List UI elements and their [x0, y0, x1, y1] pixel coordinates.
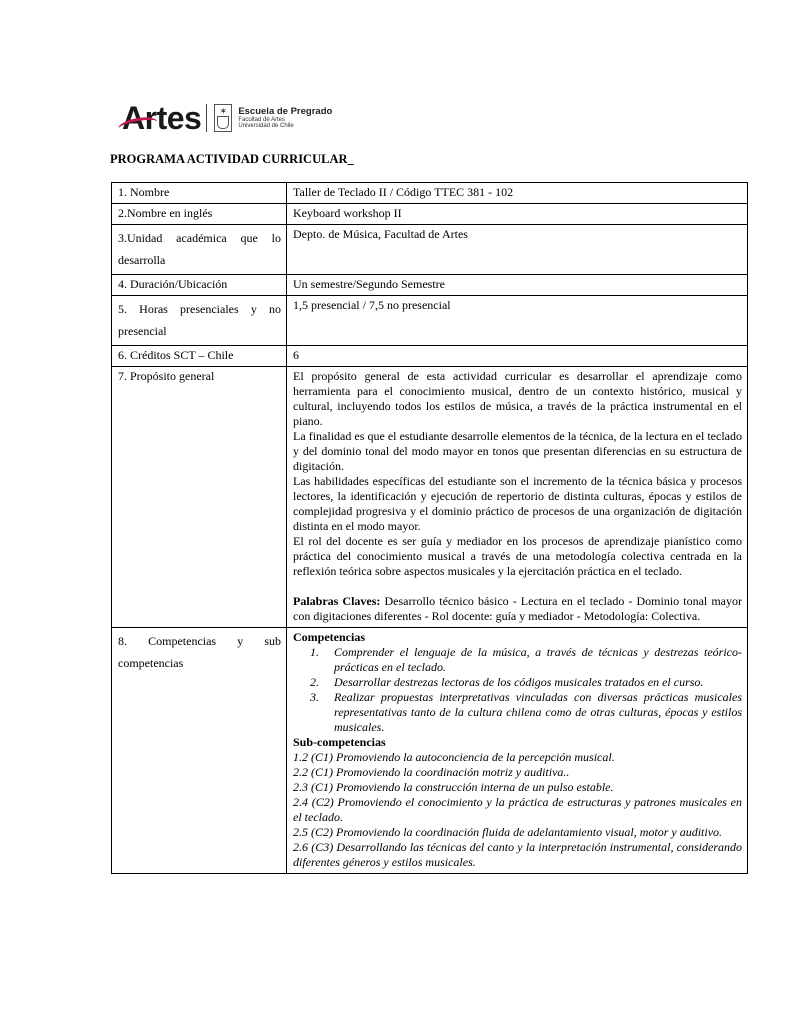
row-label-line: 8. Competencias y sub [118, 634, 281, 648]
table-row [112, 204, 748, 225]
competency-item: 1. Comprender el lenguaje de la música, a través de técnicas y destrezas teórico-prácticas en el teclado. [322, 645, 742, 675]
row-label: 4. Duración/Ubicación [112, 275, 287, 296]
logo-word-text: Artes [122, 99, 202, 136]
row-label [112, 225, 287, 275]
sub-competency-item: 2.5 (C2) Promoviendo la coordinación fluida de adelantamiento visual, motor y auditivo. [293, 825, 723, 839]
row-label: 2.Nombre en inglés [112, 204, 287, 225]
row-value: Un semestre/Segundo Semestre [287, 275, 748, 296]
table-row [112, 183, 748, 204]
keywords-label: Palabras Claves: [293, 594, 381, 608]
keywords-paragraph [293, 594, 742, 624]
purpose-paragraph: La finalidad es que el estudiante desarrolle elementos de la técnica, de la lectura en el teclado y del dominio tonal del modo mayor en tonos que presentan diferencias en su estructura de digitación. [293, 429, 742, 473]
row-label-line: 3.Unidad académica que lo [118, 231, 281, 245]
competency-item: 2. Desarrollar destrezas lectoras de los códigos musicales tratados en el curso. [322, 675, 742, 690]
logo-divider [206, 104, 207, 132]
row-label-line: presencial [118, 324, 167, 338]
faculty-name: Facultad de Artes [238, 116, 286, 123]
document-title: PROGRAMA ACTIVIDAD CURRICULAR_ [110, 152, 354, 166]
row-label: 7. Propósito general [112, 367, 287, 628]
row-label [112, 296, 287, 346]
row-value: Keyboard workshop II [287, 204, 748, 225]
school-name: Escuela de Pregrado [238, 105, 333, 117]
keywords-text: Desarrollo técnico básico - Lectura en el teclado - Dominio tonal mayor con digitaciones diferentes - Rol docente: guía y mediador - Metodología: Colectiva. [293, 594, 743, 623]
table-row [112, 275, 748, 296]
competencies-list [293, 645, 742, 735]
sub-competency-item: 2.2 (C1) Promoviendo la coordinación motriz y auditiva.. [293, 765, 570, 779]
row-label-line: 5. Horas presenciales y no [118, 302, 281, 316]
sub-competencies-heading: Sub-competencias [293, 735, 386, 749]
university-seal-icon: ✶ [214, 104, 232, 132]
row-label: 6. Créditos SCT – Chile [112, 346, 287, 367]
university-name: Universidad de Chile [238, 122, 294, 129]
row-label: 1. Nombre [112, 183, 287, 204]
table-row [112, 225, 748, 275]
purpose-paragraph: El propósito general de esta actividad curricular es desarrollar el aprendizaje como herramienta para el conocimiento musical, dentro de un contexto histórico, musical y cultural, incluyendo todos los estilos de música, a través de la práctica instrumental en el piano. [293, 369, 742, 428]
program-table [111, 182, 748, 874]
sub-competency-item: 2.3 (C1) Promoviendo la construcción interna de un pulso estable. [293, 780, 614, 794]
table-row [112, 296, 748, 346]
competencies-heading: Competencias [293, 630, 365, 644]
table-row [112, 367, 748, 628]
row-value: 1,5 presencial / 7,5 no presencial [287, 296, 748, 346]
row-label-line: desarrolla [118, 253, 166, 267]
sub-competency-item: 1.2 (C1) Promoviendo la autoconciencia de la percepción musical. [293, 750, 615, 764]
row-label-line: competencias [118, 656, 184, 670]
sub-competency-item: 2.6 (C3) Desarrollando las técnicas del canto y la interpretación instrumental, considerando diferentes géneros y estilos musicales. [293, 840, 742, 869]
logo-text [238, 107, 332, 130]
purpose-paragraph: Las habilidades específicas del estudiante son el incremento de la técnica básica y procesos lectores, la identificación y ejecución de repertorio de distinta culturas, épocas y estilos de complejidad progresiva y el dominio práctico de procesos de una organización de digitación distinta en el modo mayor. [293, 474, 742, 533]
row-label [112, 628, 287, 874]
row-value [287, 367, 748, 628]
competency-item: 3. Realizar propuestas interpretativas vinculadas con diversas prácticas musicales representativas tanto de la cultura chilena como de otras culturas, épocas y estilos musicales. [322, 690, 742, 735]
sub-competency-item: 2.4 (C2) Promoviendo el conocimiento y la práctica de estructuras y patrones musicales en el teclado. [293, 795, 742, 824]
table-row [112, 628, 748, 874]
row-value: Depto. de Música, Facultad de Artes [287, 225, 748, 275]
row-value: Taller de Teclado II / Código TTEC 381 - 102 [287, 183, 748, 204]
table-row [112, 346, 748, 367]
artes-logo [122, 98, 332, 138]
row-value [287, 628, 748, 874]
purpose-paragraph: El rol del docente es ser guía y mediador en los procesos de aprendizaje pianístico como práctica del conocimiento musical a través de una metodología colectiva centrada en la reflexión teórica sobre aspectos musicales y la ejercitación práctica en el teclado. [293, 534, 742, 578]
row-value: 6 [287, 346, 748, 367]
logo-wordmark [122, 100, 201, 137]
